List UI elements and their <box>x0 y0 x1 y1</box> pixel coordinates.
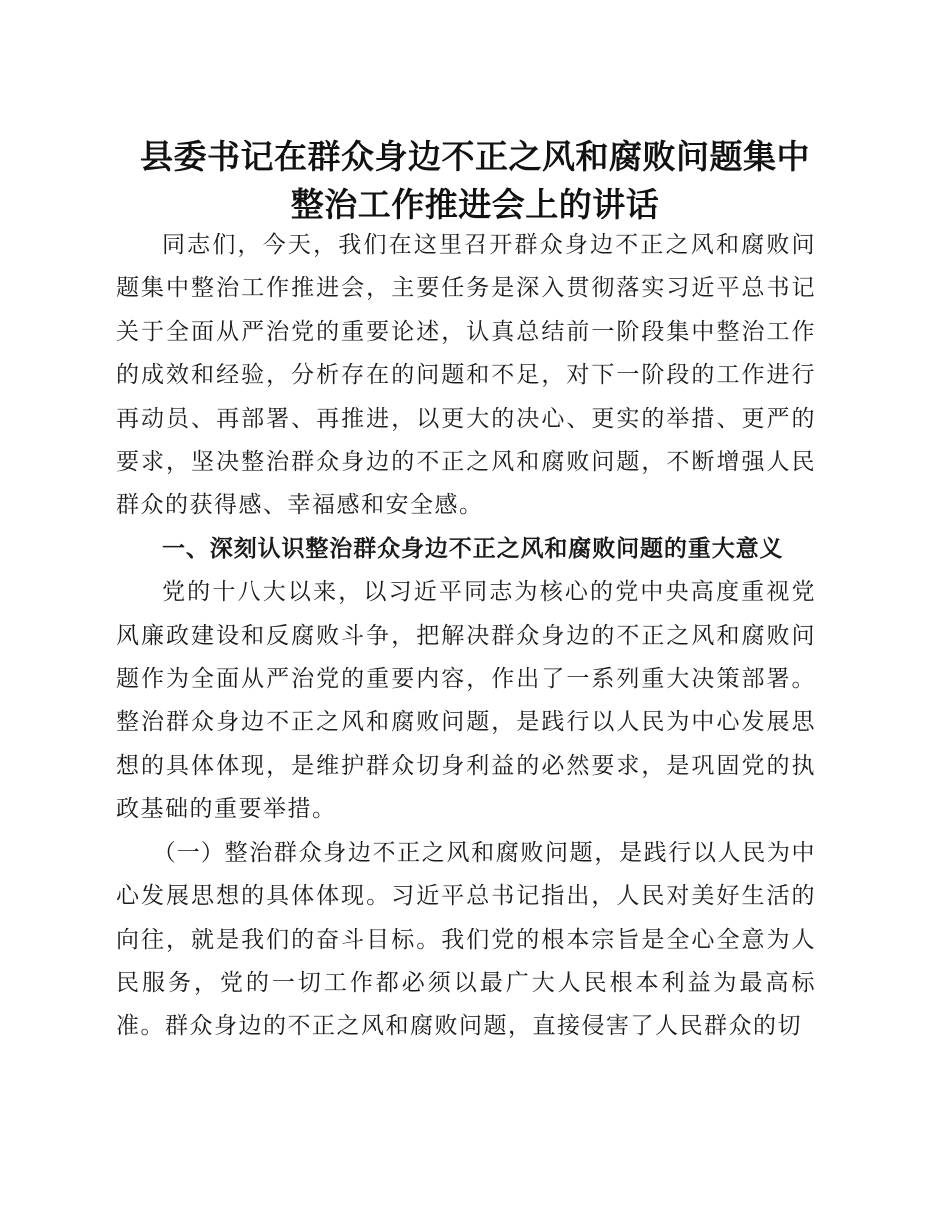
subsection-1-text: 整治群众身边不正之风和腐败问题，是践行以人民为中心发展思想的具体体现。习近平总书记指出，人民对美好生活的向往，就是我们的奋斗目标。我们党的根本宗旨是全心全意为人民服务，党的一切工作都必须以最广大人民根本利益为最高标准。群众身边的不正之风和腐败问题，直接侵害了人民群众的切 <box>116 839 816 1040</box>
title-line-2: 整治工作推进会上的讲话 <box>290 185 660 224</box>
section-1-paragraph: 党的十八大以来，以习近平同志为核心的党中央高度重视党风廉政建设和反腐败斗争，把解决群众身边的不正之风和腐败问题作为全面从严治党的重要内容，作出了一系列重大决策部署。整治群众身边不正之风和腐败问题，是践行以人民为中心发展思想的具体体现，是维护群众切身利益的必然要求，是巩固党的执政基础的重要举措。 <box>116 579 816 823</box>
subsection-1-paragraph <box>116 832 816 1049</box>
document-body <box>116 224 816 1049</box>
section-heading-1: 一、深刻认识整治群众身边不正之风和腐败问题的重大意义 <box>162 535 784 562</box>
title-line-1: 县委书记在群众身边不正之风和腐败问题集中 <box>140 137 810 176</box>
page-title <box>100 133 850 229</box>
intro-paragraph: 同志们，今天，我们在这里召开群众身边不正之风和腐败问题集中整治工作推进会，主要任务是深入贯彻落实习近平总书记关于全面从严治党的重要论述，认真总结前一阶段集中整治工作的成效和经验，分析存在的问题和不足，对下一阶段的工作进行再动员、再部署、再推进，以更大的决心、更实的举措、更严的要求，坚决整治群众身边的不正之风和腐败问题，不断增强人民群众的获得感、幸福感和安全感。 <box>116 232 816 519</box>
subsection-1-number: （一） <box>152 839 225 866</box>
